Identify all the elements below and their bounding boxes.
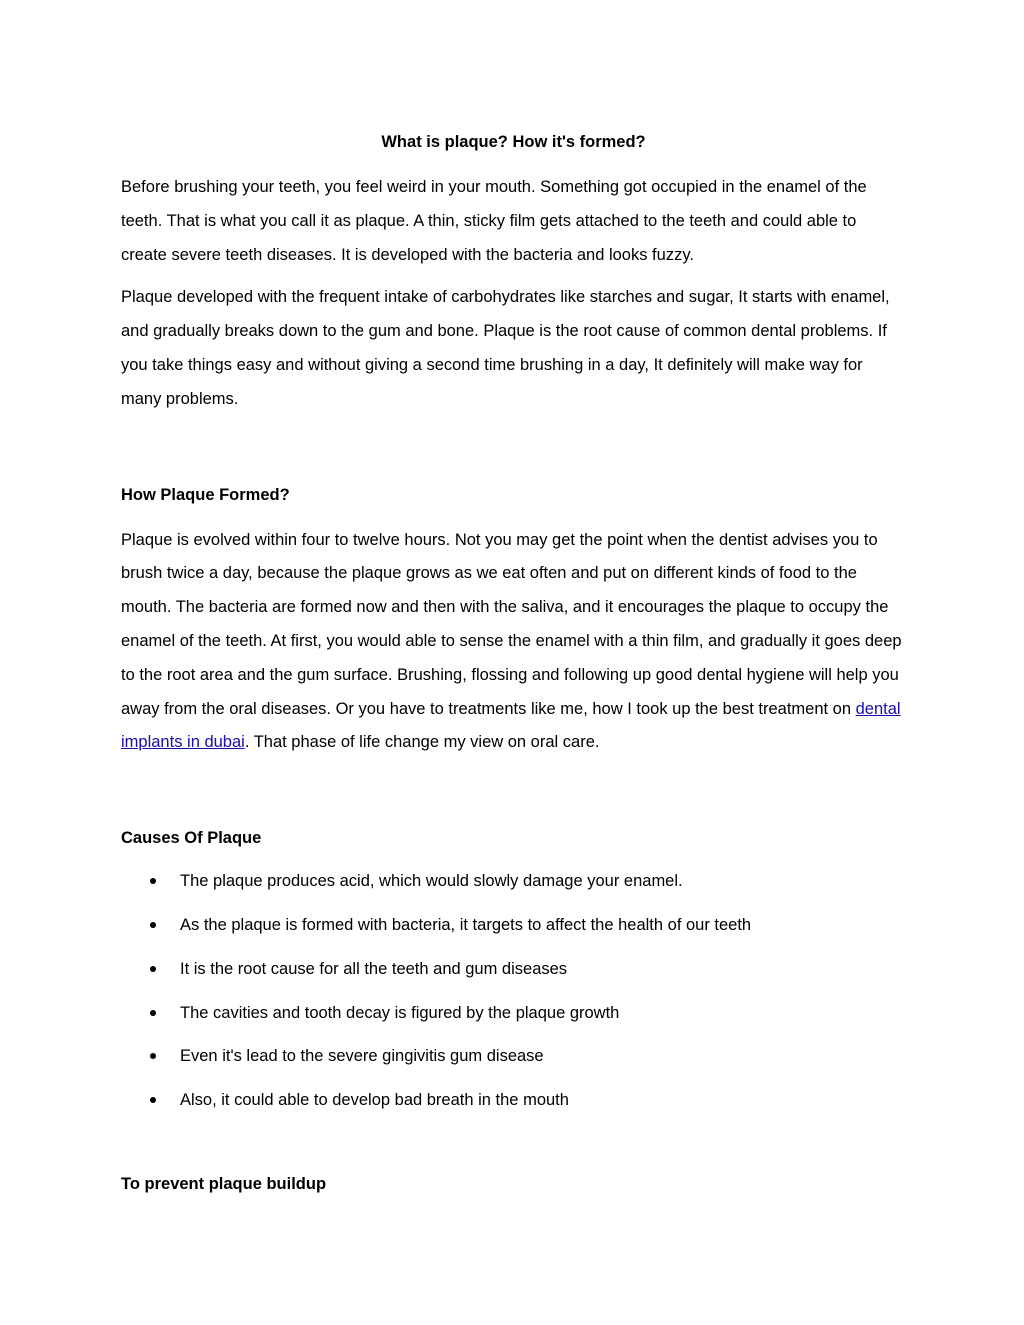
document-title: What is plaque? How it's formed? (381, 133, 646, 151)
document-content (121, 128, 906, 1213)
list-item (121, 867, 906, 895)
dental-implants-link[interactable]: dental implants in dubai (121, 699, 901, 752)
how-text-after-link: . That phase of life change my view on oral care. (244, 733, 600, 752)
list-item-text: Even it's lead to the severe gingivitis gum disease (180, 1047, 544, 1066)
list-item-text: The plaque produces acid, which would slowly damage your enamel. (180, 872, 683, 891)
how-text-before-link: Plaque is evolved within four to twelve hours. Not you may get the point when the dentist advises you to brush twice a day, because the plaque grows as we eat often and put on different kinds of food to the mouth. The bacteria are formed now and then with the saliva, and it encourages the plaque to occupy the enamel of the teeth. At first, you would able to sense the enamel with a thin film, and gradually it goes deep to the root area and the gum surface. Brushing, flossing and following up good dental hygiene will help you away from the oral diseases. Or you have to treatments like me, how I took up the best treatment on (121, 530, 902, 718)
list-item-text: As the plaque is formed with bacteria, it targets to affect the health of our teeth (180, 915, 752, 934)
bullet-icon (150, 966, 156, 972)
section-heading-how-plaque-formed: How Plaque Formed? (121, 485, 290, 504)
list-item (121, 999, 906, 1027)
list-item (121, 1086, 906, 1114)
list-item (121, 955, 906, 983)
how-plaque-formed-paragraph (121, 524, 906, 761)
list-item (121, 1042, 906, 1070)
list-item (121, 911, 906, 939)
section-spacer (121, 426, 906, 481)
bullet-icon (150, 1010, 156, 1016)
intro-paragraph-2: Plaque developed with the frequent intake of carbohydrates like starches and sugar, It starts with enamel, and gradually breaks down to the gum and bone. Plaque is the root cause of common dental problems. If you take things easy and without giving a second time brushing in a day, It definitely will make way for many problems. (121, 288, 890, 408)
bullet-icon (150, 1053, 156, 1059)
list-item-text: Also, it could able to develop bad breath in the mouth (180, 1091, 569, 1110)
intro-paragraph-1: Before brushing your teeth, you feel weird in your mouth. Something got occupied in the enamel of the teeth. That is what you call it as plaque. A thin, sticky film gets attached to the teeth and could able to create severe teeth diseases. It is developed with the bacteria and looks fuzzy. (121, 178, 867, 264)
section-spacer (121, 769, 906, 824)
bullet-icon (150, 1097, 156, 1103)
list-item-text: The cavities and tooth decay is figured by the plaque growth (180, 1003, 620, 1022)
list-item-text: It is the root cause for all the teeth and gum diseases (180, 959, 568, 978)
section-spacer (121, 1130, 906, 1170)
causes-list (121, 867, 906, 1114)
bullet-icon (150, 922, 156, 928)
section-heading-causes-of-plaque: Causes Of Plaque (121, 829, 262, 848)
section-heading-prevent-plaque: To prevent plaque buildup (121, 1174, 327, 1193)
bullet-icon (150, 878, 156, 884)
